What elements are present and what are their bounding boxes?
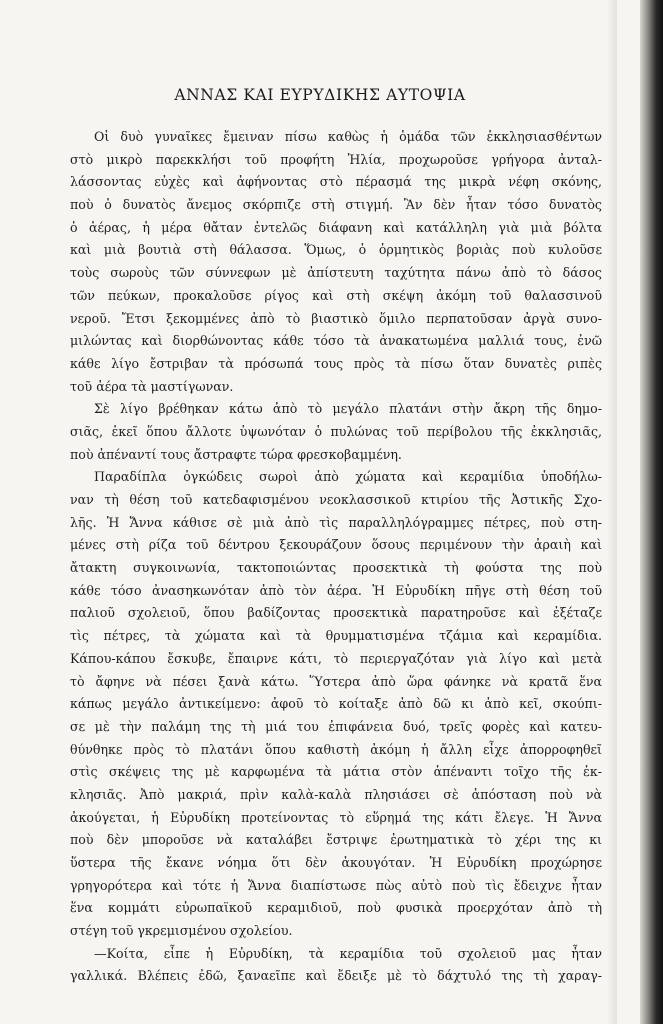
- text-line: θύνθηκε πρὸς τὸ πλατάνι ὅπου καθιστὴ ἀκόμη ἡ ἄλλη εἶχε ἀπορροφηθεῖ: [70, 741, 602, 757]
- text-line: στὶς σκέψεις της μὲ καρφωμένα τὰ μάτια στὸν ἀπέναντι τοῖχο τῆς ἐκ-: [70, 764, 602, 780]
- text-line: γρηγορότερα καὶ τότε ἡ Ἄννα διαπίστωσε πὼς αὐτὸ ποὺ τὶς ἔδειχνε ἦταν: [70, 877, 602, 893]
- text-line: κλησιᾶς. Ἀπὸ μακριά, πρὶν καλὰ-καλὰ πλησιάσει σὲ ἀπόσταση ποὺ νὰ: [70, 786, 602, 802]
- text-line: κάπως μεγάλο ἀντικείμενο: ἀφοῦ τὸ κοίταξε ἀπὸ δῶ κι ἀπὸ κεῖ, σκούπι-: [70, 696, 602, 712]
- text-line: ἄτακτη συγκοινωνία, τακτοποιώντας προσεκτικὰ τὴ φούστα της ποὺ: [70, 560, 602, 576]
- text-line: ἀκούγεται, ἡ Εὐρυδίκη προτείνοντας τὸ εὕρημά της κάτι ἔλεγε. Ἡ Ἄννα: [70, 809, 602, 825]
- text-line: καὶ μιὰ βουτιὰ στὴ θάλασσα. Ὅμως, ὁ ὁρμητικὸς βοριὰς ποὺ κυλοῦσε: [70, 242, 602, 258]
- book-binding-edge: [640, 0, 663, 1024]
- text-line: στέγη τοῦ γκρεμισμένου σχολείου.: [70, 923, 293, 939]
- text-line: ποὺ ὁ δυνατὸς ἄνεμος σκόρπιζε στὴ στιγμή. Ἂν δὲν ἦταν τόσο δυνατὸς: [70, 197, 602, 213]
- text-line: νεροῦ. Ἔτσι ξεκομμένες ἀπὸ τὸ βιαστικὸ ὅμιλο περπατοῦσαν ἀργὰ συνο-: [70, 310, 602, 326]
- text-line: Κάπου-κάπου ἔσκυβε, ἔπαιρνε κάτι, τὸ περιεργαζόταν γιὰ λίγο καὶ μετὰ: [70, 650, 602, 666]
- text-line: τοῦ ἀέρα τὰ μαστίγωναν.: [70, 378, 234, 394]
- text-line: λάσσοντας εὐχὲς καὶ ἀφήνοντας στὸ πέρασμά της μικρὰ νέφη σκόνης,: [70, 174, 602, 190]
- text-line: ἕνα κομμάτι εὐρωπαϊκοῦ κεραμιδιοῦ, ποὺ φυσικὰ προερχόταν ἀπὸ τὴ: [70, 900, 602, 916]
- text-line: σιᾶς, ἐκεῖ ὅπου ἄλλοτε ὑψωνόταν ὁ πυλώνας τοῦ περίβολου τῆς ἐκκλησιᾶς,: [70, 423, 602, 439]
- text-line: Παραδίπλα ὀγκώδεις σωροὶ ἀπὸ χώματα καὶ κεραμίδια ὑποδήλω-: [94, 469, 602, 485]
- text-line: Σὲ λίγο βρέθηκαν κάτω ἀπὸ τὸ μεγάλο πλατάνι στὴν ἄκρη τῆς δημο-: [94, 401, 602, 417]
- chapter-title: ΑΝΝΑΣ ΚΑΙ ΕΥΡΥΔΙΚΗΣ ΑΥΤΟΨΙΑ: [174, 86, 466, 104]
- text-line: ὁ ἀέρας, ἡ μέρα θἄταν ἐντελῶς διάφανη καὶ κατάλληλη γιὰ μιὰ βόλτα: [70, 219, 602, 235]
- text-line: τὶς πέτρες, τὰ χώματα καὶ τὰ θρυμματισμένα τζάμια καὶ κεραμίδια.: [70, 628, 602, 644]
- text-line: λῆς. Ἡ Ἄννα κάθισε σὲ μιὰ ἀπὸ τὶς παραλληλόγραμμες πέτρες, ποὺ στη-: [70, 514, 602, 530]
- text-line: μένες στὴ ρίζα τοῦ δέντρου ξεκουράζουν ὅσους περιμένουν τὴν ἀραιὴ καὶ: [70, 537, 602, 553]
- text-line: κάθε τόσο ἀνασηκωνόταν ἀπὸ τὸν ἀέρα. Ἡ Εὐρυδίκη πῆγε στὴ θέση τοῦ: [70, 582, 602, 598]
- text-line: —Κοίτα, εἶπε ἡ Εὐρυδίκη, τὰ κεραμίδια τοῦ σχολειοῦ μας ἦταν: [94, 945, 602, 961]
- text-line: γαλλικά. Βλέπεις ἐδῶ, ξαναεῖπε καὶ ἔδειξε μὲ τὸ δάχτυλό της τὴ χαραγ-: [70, 968, 602, 984]
- text-line: τὸ ἄφηνε νὰ πέσει ξανὰ κάτω. Ὕστερα ἀπὸ ὥρα φάνηκε νὰ κρατᾶ ἕνα: [70, 673, 602, 689]
- text-line: τῶν πεύκων, προκαλοῦσε ρίγος καὶ στὴ σκέψη ἀκόμη τοῦ θαλασσινοῦ: [70, 287, 602, 303]
- text-line: σε μὲ τὴν παλάμη της τὴ μιά του ἐπιφάνεια δυό, τρεῖς φορὲς καὶ κατευ-: [70, 718, 602, 734]
- binding-shadow: [607, 0, 617, 1024]
- text-line: ὕστερα τῆς ἔκανε νόημα ὅτι δὲν ἀκουγόταν. Ἡ Εὐρυδίκη προχώρησε: [70, 855, 602, 870]
- text-line: κάθε λίγο ἔστριβαν τὰ πρόσωπά τους πρὸς τὰ πίσω ὅταν δυνατὲς ριπὲς: [70, 355, 602, 371]
- body-text: [70, 126, 602, 988]
- text-line: ναν τὴ θέση τοῦ κατεδαφισμένου νεοκλασσικοῦ κτιρίου τῆς Ἀστικῆς Σχο-: [70, 492, 602, 507]
- text-line: στὸ μικρὸ παρεκκλήσι τοῦ προφήτη Ἠλία, προχωροῦσε γρήγορα ἀνταλ-: [70, 151, 602, 167]
- text-line: Οἱ δυὸ γυναῖκες ἔμειναν πίσω καθὼς ἡ ὁμάδα τῶν ἐκκλησιασθέντων: [94, 129, 602, 144]
- text-line: ποὺ δὲν μποροῦσε νὰ καταλάβει ἔστριψε ἐρωτηματικὰ τὸ χέρι της κι: [70, 832, 602, 848]
- text-line: μιλώντας καὶ διορθώνοντας κάθε τόσο τὰ ἀνακατωμένα μαλλιά τους, ἐνῶ: [70, 333, 602, 349]
- text-line: ποὺ ἀπέναντί τους ἄστραφτε τώρα φρεσκοβαμμένη.: [70, 446, 402, 462]
- text-line: παλιοῦ σχολειοῦ, ὅπου βαδίζοντας προσεκτικὰ παρατηροῦσε καὶ ἐξέταζε: [70, 605, 602, 621]
- text-line: τοὺς σωροὺς τῶν σύννεφων μὲ ἀπίστευτη ταχύτητα πάνω ἀπὸ τὸ δάσος: [70, 265, 602, 281]
